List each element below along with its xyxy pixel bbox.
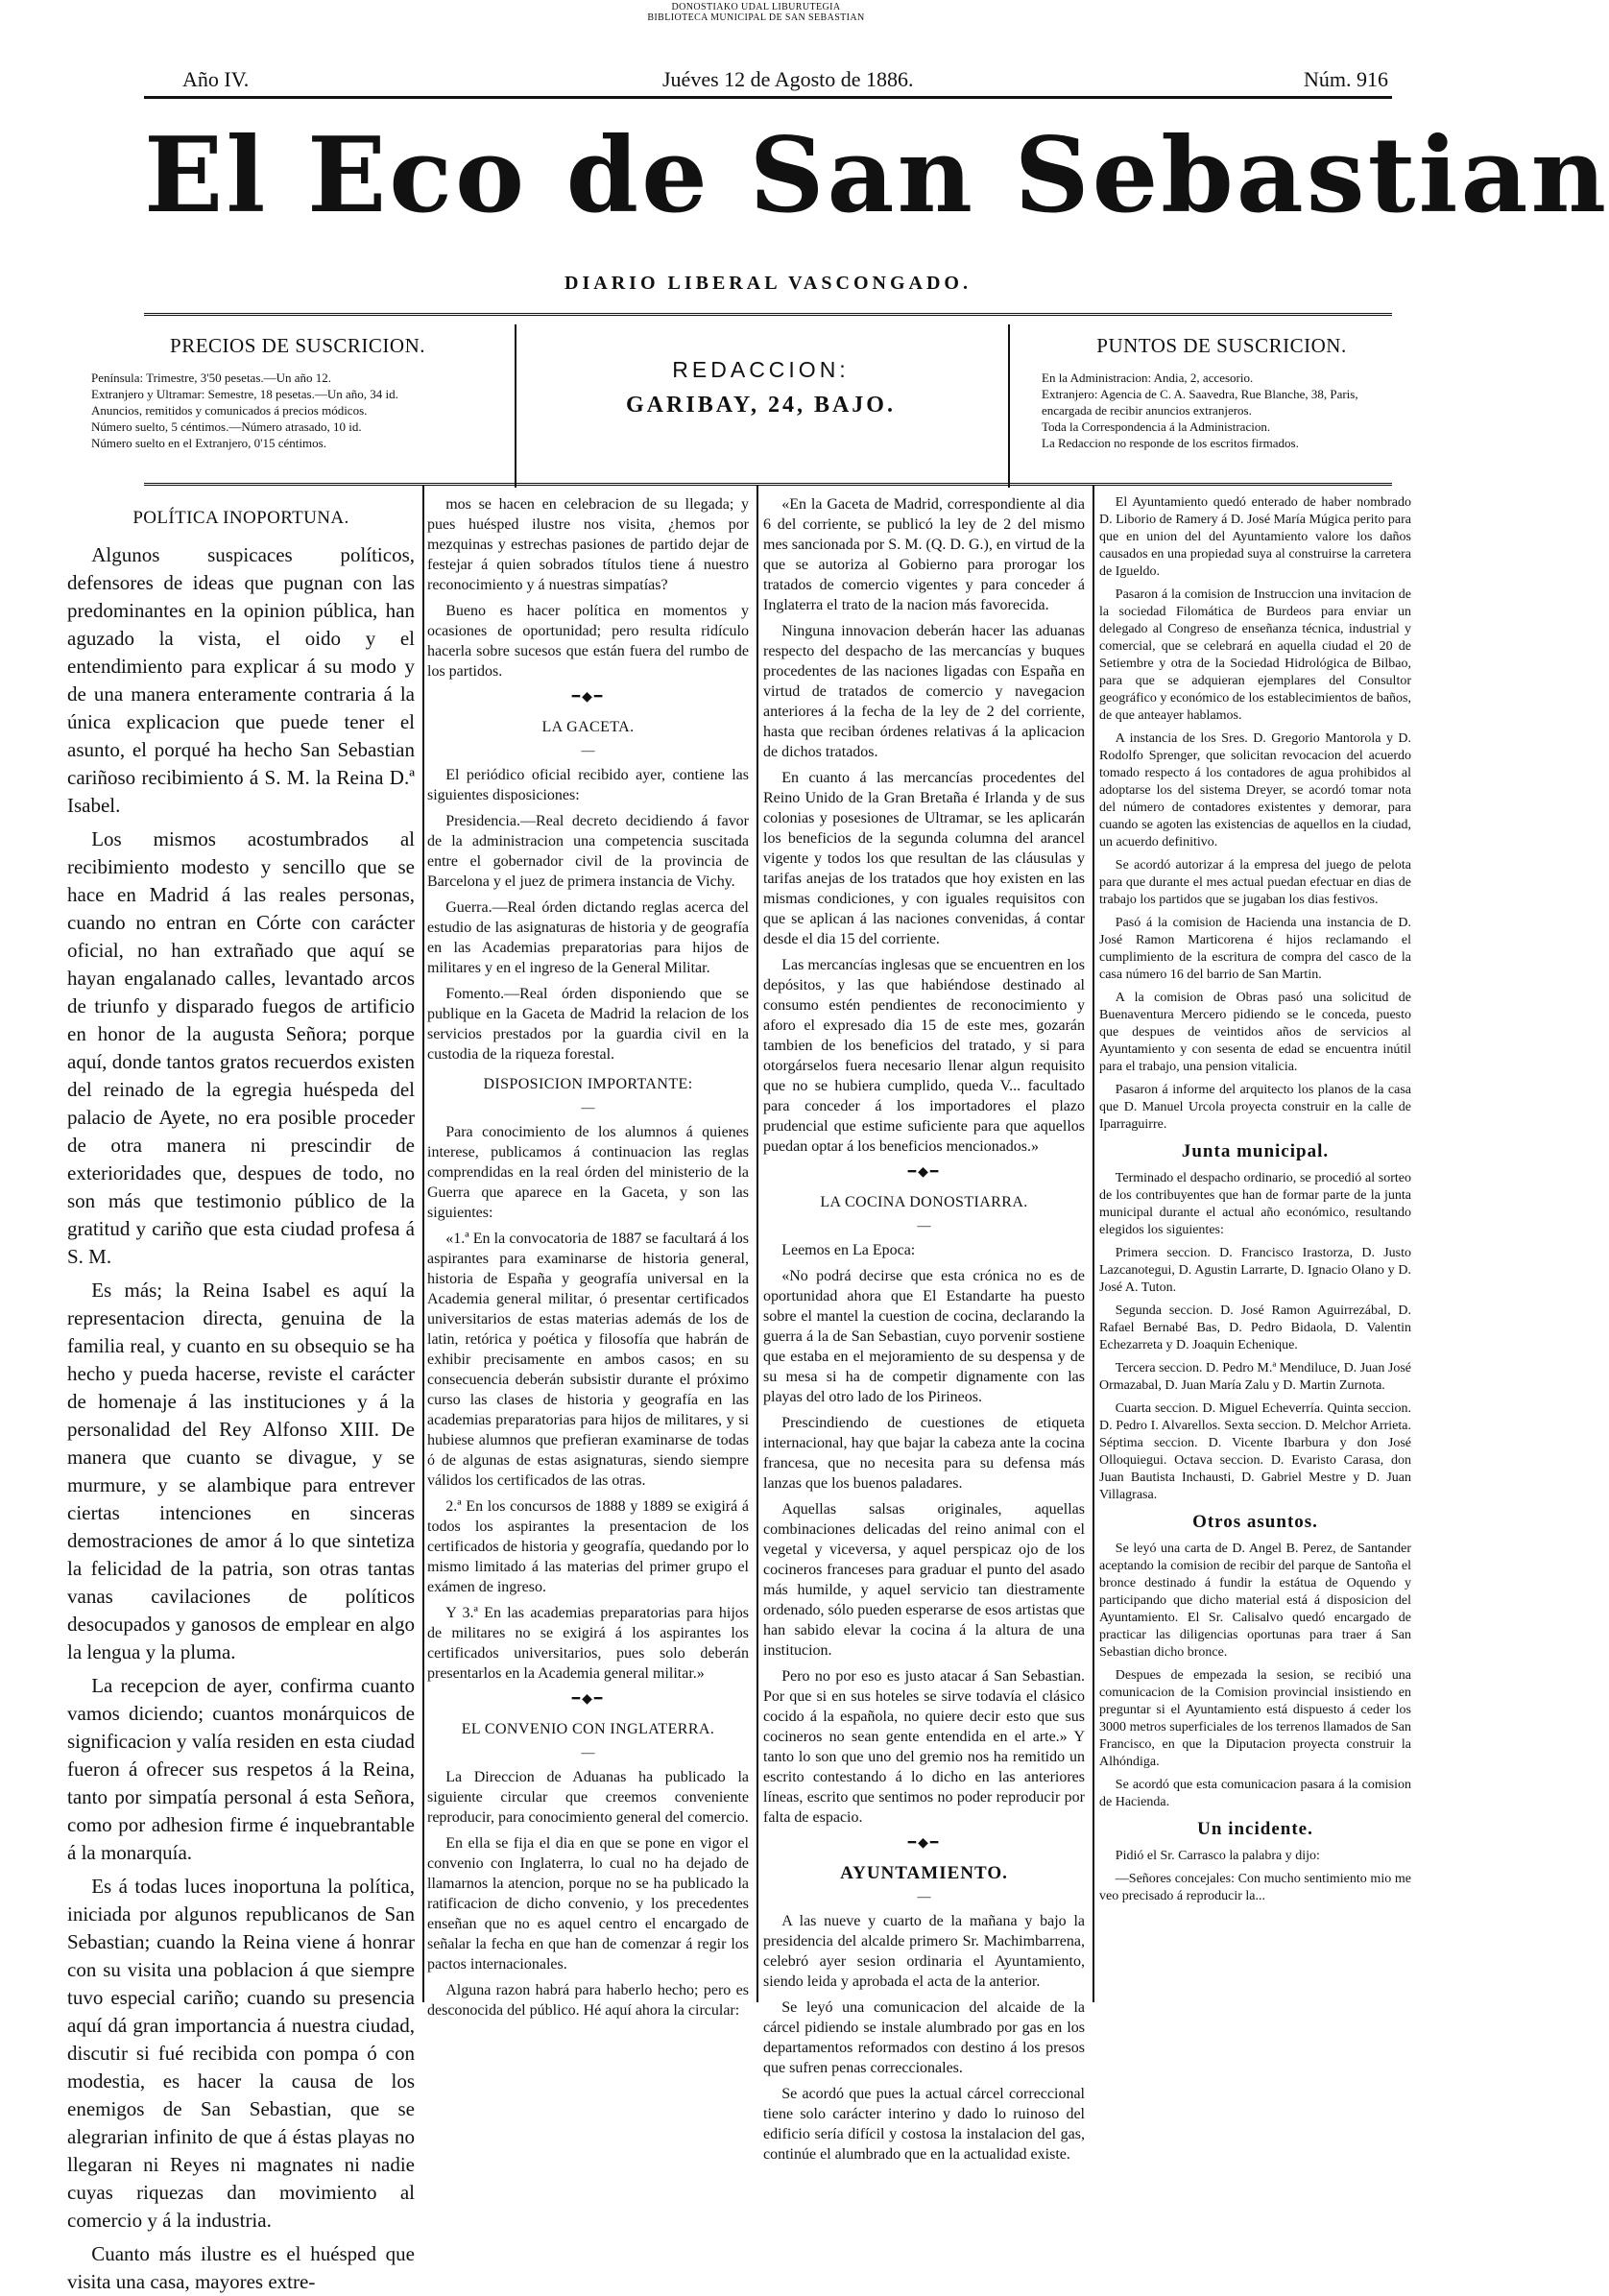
prices-line: Extranjero y Ultramar: Semestre, 18 pesetas.—Un año, 34 id.: [91, 387, 398, 401]
editorial-office-address: GARIBAY, 24, BAJO.: [626, 393, 896, 418]
dash-divider: —: [581, 744, 595, 758]
article-paragraph: Terminado el despacho ordinario, se procedió al sorteo de los contribuyentes que han de formar parte de la junta municipal durante el actual año económico, resultando elegidos los siguientes:: [1099, 1171, 1411, 1237]
prices-line: Número suelto en el Extranjero, 0'15 céntimos.: [91, 436, 326, 450]
prices-heading: PRECIOS DE SUSCRICION.: [170, 334, 425, 357]
article-paragraph: «En la Gaceta de Madrid, correspondiente al dia 6 del corriente, se publicó la ley de 2 del mismo mes sancionada por S. M. (Q. D. G.), en virtud de la que se autoriza al Gobierno para prorogar los tratados de comercio vigentes y para conceder á Inglaterra el trato de la nacion más favorecida.: [763, 496, 1085, 613]
section-heading: AYUNTAMIENTO.: [840, 1863, 1008, 1883]
article-paragraph: 2.ª En los concursos de 1888 y 1889 se exigirá á todos los aspirantes la presentacion de los certificados de historia y geografía, quedando por lo mismo limitado á las materias del primer grupo el exámen de ingreso.: [427, 1498, 749, 1595]
article-paragraph: En ella se fija el dia en que se pone en vigor el convenio con Inglaterra, lo cual no ha dejado de llamarnos la atencion, porque no se ha publicado la ratificacion de dicho convenio, y los precedentes enseñan que no es aquel centro el encargado de señalar la fecha en que han de comenzar á regir los pactos internacionales.: [427, 1835, 749, 1973]
header-rule: [144, 313, 1392, 316]
article-paragraph: Ninguna innovacion deberán hacer las aduanas respecto del despacho de las mercancías y buques procedentes de las naciones ligadas con España en virtud de tratados de comercio y navegacion anteriores á la fecha de la ley de 2 del corriente, hasta que reciban órdenes relativas á la aplicacion de dichos tratados.: [763, 623, 1085, 760]
article-paragraph: Se acordó que pues la actual cárcel correccional tiene solo carácter interino y dado lo ruinoso del edificio sería difícil y costosa la instalacion del gas, continúe el alumbrado que en la actualidad existe.: [763, 2086, 1085, 2163]
article-paragraph: Prescindiendo de cuestiones de etiqueta internacional, hay que bajar la cabeza ante la cocina francesa, que no necesita para su defensa más lanzas que los buenos paladares.: [763, 1415, 1085, 1492]
article-heading: POLÍTICA INOPORTUNA.: [132, 508, 349, 528]
column-divider: [756, 486, 758, 2002]
article-paragraph: Fomento.—Real órden disponiendo que se publique en la Gaceta de Madrid la relacion de los servicios prestados por la guardia civil en la custodia de la riqueza forestal.: [427, 986, 749, 1063]
article-paragraph: Despues de empezada la sesion, se recibió una comunicacion de la Comision provincial insistiendo en preguntar si el Ayuntamiento está dispuesto á ceder los 3000 metros superficiales de los terrenos llamados de San Francisco, en que la Diputacion proyecta construir la Alhóndiga.: [1099, 1668, 1411, 1769]
editorial-office: [523, 324, 998, 483]
article-paragraph: —Señores concejales: Con mucho sentimiento mio me veo precisado á reproducir la...: [1099, 1872, 1411, 1903]
library-stamp-line-2: BIBLIOTECA MUNICIPAL DE SAN SEBASTIAN: [647, 12, 865, 23]
article-paragraph: «1.ª En la convocatoria de 1887 se facultará á los aspirantes para examinarse de historia general, historia de España y geografía universal en la Academia general militar, ó presentar certificados universitarios de estas materias además de los de latin, retórica y poética y filosofía que habrán de exhibir precisamente en ambos casos; en su consecuencia deberán subsistir durante el próximo curso las clases de historia y geografía en las academias preparatorias para hijos de militares, y si hubiese alumnos que prefieran examinarse de todas ó de algunas de estas asignaturas, siendo siempre válidos los certificados de las otras.: [427, 1231, 749, 1489]
section-ornament: ━◆━: [907, 1836, 941, 1851]
editorial-office-heading: REDACCION:: [672, 357, 850, 382]
article-paragraph: Pidió el Sr. Carrasco la palabra y dijo:: [1115, 1849, 1320, 1863]
article-paragraph: Es á todas luces inoportuna la política, iniciada por algunos republicanos de San Sebastian; cuando la Reina viene á honrar con su visita una poblacion á que siempre tuvo especial cariño; cuando su presencia aquí dá gran importancia á nuestra ciudad, discutir si fué recibida con pompa ó con modestia, es hacer la causa de los enemigos de San Sebastian, que se alegrarian infinito de que á éstas playas no llegaran ni Reyes ni magnates ni nadie cuyas riquezas dan movimiento al comercio y á la industria.: [67, 1875, 415, 2232]
article-paragraph: Y 3.ª En las academias preparatorias para hijos de militares no se exigirá á los aspirantes los certificados universitarios, pues solo deberán presentarlos en la Academia general militar.»: [427, 1605, 749, 1682]
column-1: [67, 494, 415, 2293]
points-line: Extranjero: Agencia de C. A. Saavedra, Rue Blanche, 38, Paris, encargada de recibir anuncios extranjeros.: [1042, 387, 1358, 418]
article-paragraph: Tercera seccion. D. Pedro M.ª Mendiluce, D. Juan José Ormazabal, D. Juan María Zalu y D. Martin Zurnota.: [1099, 1361, 1411, 1393]
article-paragraph: Algunos suspicaces políticos, defensores de ideas que pugnan con las predominantes en la opinion pública, han aguzado la vista, el oido y el entendimiento para explicar á su modo y de una manera enteramente contraria á la única explicacion que puede tener el asunto, el porqué ha hecho San Sebastian cariñoso recibimiento á S. M. la Reina D.ª Isabel.: [67, 543, 415, 817]
article-paragraph: Es más; la Reina Isabel es aquí la representacion directa, genuina de la familia real, y cuanto en su obsequio se ha hecho y pueda hacerse, reviste el carácter de homenaje á las instituciones y á la personalidad del Rey Alfonso XIII. De manera que cuanto se divague, y se murmure, y se alambique para entrever ciertas intenciones en sinceras demostraciones de amor á lo que sintetiza la felicidad de la patria, son otras tantas vanas cavilaciones de políticos desocupados y ganosos de emplear en algo la lengua y la pluma.: [67, 1279, 415, 1663]
article-paragraph: A instancia de los Sres. D. Gregorio Mantorola y D. Rodolfo Sprenger, que solicitan revocacion del acuerdo tomado respecto á los contadores de agua prohibidos al adoptarse los del sistema Dreyer, se acordó tomar nota del número de contadores existentes y demorar, para cuando se agoten las existencias de aquellos en la ciudad, un acuerdo definitivo.: [1099, 731, 1411, 849]
article-paragraph: A la comision de Obras pasó una solicitud de Buenaventura Mercero pidiendo se le conceda, puesto que despues de veintidos años de servicios al Ayuntamiento y con sesenta de edad se encuentra inútil para el trabajo, una pension vitalicia.: [1099, 991, 1411, 1074]
section-heading: EL CONVENIO CON INGLATERRA.: [461, 1721, 715, 1737]
prices-line: Número suelto, 5 céntimos.—Número atrasado, 10 id.: [91, 419, 362, 434]
subscription-prices: [91, 324, 504, 483]
article-paragraph: La Direccion de Aduanas ha publicado la siguiente circular que creemos conveniente reproducir, para conocimiento general del comercio.: [427, 1769, 749, 1826]
article-paragraph: mos se hacen en celebracion de su llegada; y pues huésped ilustre nos visita, ¿hemos por mezquinas y estrechas pasiones de partido dejar de festejar á quien sobrados títulos tiene á nuestro reconocimiento y á nuestras simpatías?: [427, 496, 749, 593]
issue-date: Juéves 12 de Agosto de 1886.: [662, 67, 914, 91]
header-divider: [515, 324, 516, 488]
body-rule: [144, 483, 1392, 486]
section-heading: Un incidente.: [1197, 1819, 1313, 1839]
article-paragraph: Primera seccion. D. Francisco Irastorza, D. Justo Lazcanotegui, D. Agustin Larrarte, D. Ignacio Olano y D. José A. Tuton.: [1099, 1246, 1411, 1295]
section-ornament: ━◆━: [571, 1692, 605, 1707]
article-paragraph: Los mismos acostumbrados al recibimiento modesto y sencillo que se hace en Madrid á las reales personas, cuando no entran en Córte con carácter oficial, no han extrañado que aquí se hayan engalanado calles, levantado arcos de triunfo y disparado fuegos de artificio en honor de la augusta Señora; porque aquí, donde tantos gratos recuerdos existen del reinado de la egregia huéspeda del palacio de Ayete, no era posible proceder de otra manera ni prescindir de exterioridades que, despues de todo, no son más que testimonio público de la gratitud y cariño que esta ciudad profesa á S. M.: [67, 827, 415, 1268]
article-paragraph: A las nueve y cuarto de la mañana y bajo la presidencia del alcalde primero Sr. Machimbarrena, celebró ayer sesion ordinaria el Ayuntamiento, siendo leida y aprobada el acta de la anterior.: [763, 1913, 1085, 1990]
article-paragraph: Pero no por eso es justo atacar á San Sebastian. Por que si en sus hoteles se sirve todavía el clásico cocido á la española, no quiere decir esto que sus cocineros no sean gente entendida en el arte.» Y tanto lo son que uno del gremio nos ha remitido un escrito contestando á lo dicho en las anteriores líneas, escrito que sentimos no poder reproducir por falta de espacio.: [763, 1668, 1085, 1826]
points-line: Toda la Correspondencia á la Administracion.: [1042, 419, 1271, 434]
section-heading: Otros asuntos.: [1192, 1512, 1318, 1532]
article-paragraph: Bueno es hacer política en momentos y ocasiones de oportunidad; pero resulta ridículo hacerla sobre sucesos que están fuera del rumbo de los partidos.: [427, 603, 749, 680]
section-heading: LA GACETA.: [541, 719, 635, 735]
dash-divider: —: [917, 1219, 931, 1233]
dash-divider: —: [581, 1746, 595, 1760]
article-paragraph: Pasaron á la comision de Instruccion una invitacion de la sociedad Filomática de Burdeos para enviar un delegado al Congreso de enseñanza técnica, industrial y comercial, que se celebrará en aquella ciudad el 20 de Setiembre y otra de la Sociedad Hidrológica de Bilbao, para que se adquieran ejemplares del Consultor geográfico y económico de los establecimientos de baños, de que anteayer hablamos.: [1099, 587, 1412, 723]
article-paragraph: Segunda seccion. D. José Ramon Aguirrezábal, D. Rafael Bernabé Bas, D. Pedro Bidaola, D. Valentin Echezarreta y D. Joaquin Echenique.: [1099, 1303, 1411, 1352]
dash-divider: —: [581, 1101, 595, 1115]
article-paragraph: Guerra.—Real órden dictando reglas acerca del estudio de las asignaturas de historia y de geografía en las Academias preparatorias para hijos de militares y en el ingreso de la General Militar.: [427, 899, 749, 976]
header-divider: [1008, 324, 1010, 488]
article-paragraph: El periódico oficial recibido ayer, contiene las siguientes disposiciones:: [427, 767, 749, 803]
column-divider: [1093, 486, 1094, 2002]
section-heading: Junta municipal.: [1181, 1141, 1330, 1161]
issue-number: Núm. 916: [1304, 67, 1388, 91]
article-paragraph: Para conocimiento de los alumnos á quienes interese, publicamos á continuacion las reglas comprendidas en la real órden del ministerio de la Guerra que aparece en la Gaceta, y son las siguientes:: [427, 1124, 749, 1221]
library-stamp-line-1: DONOSTIAKO UDAL LIBURUTEGIA: [671, 2, 841, 12]
article-paragraph: Leemos en La Epoca:: [781, 1242, 916, 1258]
section-ornament: ━◆━: [907, 1165, 941, 1180]
article-paragraph: Presidencia.—Real decreto decidiendo á favor de la administracion una competencia suscitada entre el gobernador civil de la provincia de Barcelona y el juez de primera instancia de Vichy.: [427, 813, 749, 890]
article-paragraph: El Ayuntamiento quedó enterado de haber nombrado D. Liborio de Ramery á D. José María Múgica perito para que en union del del Ayuntamiento valore los daños causados en una propiedad suya al construirse la carretera de Igueldo.: [1099, 495, 1412, 579]
prices-line: Península: Trimestre, 3'50 pesetas.—Un año 12.: [91, 371, 332, 385]
article-paragraph: Se acordó que esta comunicacion pasara á la comision de Hacienda.: [1099, 1778, 1411, 1809]
article-paragraph: Pasaron á informe del arquitecto los planos de la casa que D. Manuel Urcola proyecta construir en la calle de Iparraguirre.: [1099, 1083, 1411, 1132]
article-paragraph: En cuanto á las mercancías procedentes del Reino Unido de la Gran Bretaña é Irlanda y de sus colonias y posesiones de Ultramar, se les aplicarán los beneficios de la segunda columna del arancel vigente y todos los que resultan de las cláusulas y tarifas anejas de los tratados que hoy existen en las mismas condiciones, y con iguales requisitos con que se aplican á las naciones convenidas, á contar desde el dia 15 del corriente.: [763, 770, 1085, 947]
article-paragraph: Pasó á la comision de Hacienda una instancia de D. José Ramon Marticorena é hijos reclamando el cumplimiento de la escritura de compra del casco de la casa número 16 del barrio de San Martin.: [1099, 916, 1411, 982]
column-3: [763, 494, 1085, 2163]
prices-line: Anuncios, remitidos y comunicados á precios módicos.: [91, 403, 368, 418]
article-paragraph: Cuanto más ilustre es el huésped que visita una casa, mayores extre-: [67, 2242, 415, 2293]
section-heading: DISPOSICION IMPORTANTE:: [483, 1076, 693, 1092]
library-stamp: [0, 2, 1512, 23]
article-paragraph: Se acordó autorizar á la empresa del juego de pelota para que durante el mes actual puedan efectuar en dias de trabajo los partidos que se jugaban los dias festivos.: [1099, 858, 1411, 907]
subscription-points: [1042, 324, 1402, 483]
article-paragraph: Las mercancías inglesas que se encuentren en los depósitos, y las que habiéndose destinado al consumo estén pendientes de reconocimiento y aforo el expresado dia 15 de este mes, gozarán tambien de los beneficios del tratado, y si para otorgárselos fuera necesario llenar algun requisito que no se hubiera cumplido, queda V... facultado para conceder á los importadores el plazo prudencial que estime suficiente para que aquellos puedan optar á los beneficios mencionados.»: [763, 957, 1085, 1155]
newspaper-title: El Eco de San Sebastian: [144, 115, 1609, 236]
article-paragraph: «No podrá decirse que esta crónica no es de oportunidad ahora que El Estandarte ha puesto sobre el mantel la cuestion de cocina, declarando la guerra á la de San Sebastian, cuyo porvenir sostiene que estaba en el mejoramiento de su despensa y de su mesa si ha de competir dignamente con las playas del otro lado de los Pirineos.: [763, 1268, 1085, 1405]
section-ornament: ━◆━: [571, 690, 605, 705]
column-4: [1099, 494, 1411, 1998]
dash-divider: —: [917, 1890, 931, 1904]
article-paragraph: La recepcion de ayer, confirma cuanto vamos diciendo; cuantos monárquicos de significacion y valía residen en esta ciudad fueron á ofrecer sus respetos á la Reina, tanto por simpatía personal á esta Señora, como por adhesion firme é inquebrantable á la monarquía.: [67, 1674, 415, 1864]
column-2: [427, 494, 749, 2019]
newspaper-subtitle: DIARIO LIBERAL VASCONGADO.: [564, 273, 972, 294]
article-paragraph: Cuarta seccion. D. Miguel Echeverría. Quinta seccion. D. Pedro I. Alvarellos. Sexta seccion. D. Melchor Arrieta. Séptima seccion. D. Vicente Ibarbura y don José Olloquiegui. Octava seccion. D. Evaristo Carasa, don Juan Bautista Inchausti, D. Gabriel Mestre y D. Juan Villagrasa.: [1099, 1401, 1411, 1502]
points-line: La Redaccion no responde de los escritos firmados.: [1042, 436, 1299, 450]
article-paragraph: Aquellas salsas originales, aquellas combinaciones delicadas del reino animal con el vegetal y viceversa, y aquel perspicaz ojo de los cocineros franceses para graduar el punto del asado más humilde, y aquel servicio tan diestramente ordenado, sólo pueden esperarse de esos artistas que han sabido elevar la cocina á la altura de una institucion.: [763, 1501, 1085, 1659]
section-heading: LA COCINA DONOSTIARRA.: [820, 1194, 1028, 1210]
points-heading: PUNTOS DE SUSCRICION.: [1096, 334, 1347, 357]
article-paragraph: Alguna razon habrá para haberlo hecho; pero es desconocida del público. Hé aquí ahora la circular:: [427, 1982, 749, 2019]
article-paragraph: Se leyó una carta de D. Angel B. Perez, de Santander aceptando la comision de recibir del parque de Santoña el bronce destinado á fundir la estátua de Oquendo y participando que dicho material está á disposicion del Ayuntamiento. El Sr. Calisalvo quedó encargado de practicar las diligencias oportunas para traer á San Sebastian dicho bronce.: [1099, 1542, 1411, 1660]
issue-info-bar: [144, 63, 1392, 99]
issue-year: Año IV.: [182, 67, 250, 91]
article-paragraph: Se leyó una comunicacion del alcaide de la cárcel pidiendo se instale alumbrado por gas en los departamentos reformados con destino á los presos que sufren penas correccionales.: [763, 1999, 1085, 2076]
column-divider: [422, 486, 424, 2002]
points-line: En la Administracion: Andia, 2, accesorio.: [1042, 371, 1254, 385]
